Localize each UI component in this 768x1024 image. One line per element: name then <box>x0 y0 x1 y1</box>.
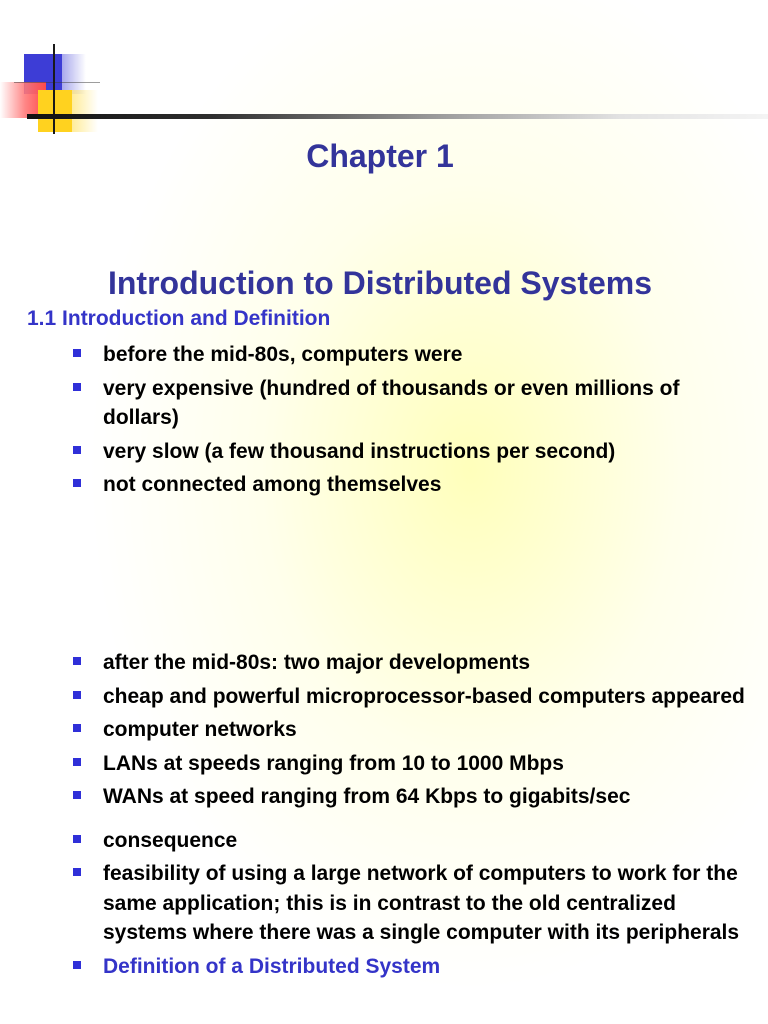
slide-logo-decoration <box>0 44 110 139</box>
bullet-square-icon <box>73 446 81 454</box>
bullet-item <box>0 859 760 948</box>
bullet-square-icon <box>73 835 81 843</box>
bullet-item <box>0 782 760 812</box>
slide-title: Introduction to Distributed Systems <box>107 265 653 301</box>
bullet-square-icon <box>73 961 81 969</box>
bullet-item <box>0 648 760 678</box>
bullet-square-icon <box>73 691 81 699</box>
bullet-item-definition <box>0 952 760 982</box>
bullet-text: before the mid-80s, computers were <box>103 343 463 366</box>
bullet-square-icon <box>73 383 81 391</box>
section-heading: 1.1 Introduction and Definition <box>27 307 331 330</box>
logo-vertical-line <box>53 44 55 134</box>
bullet-item <box>0 749 760 779</box>
bullet-item <box>0 682 760 712</box>
chapter-label: Chapter 1 <box>306 138 454 174</box>
bullet-text: very expensive (hundred of thousands or even millions of dollars) <box>103 376 680 429</box>
bullet-text: computer networks <box>103 718 297 741</box>
logo-blue-fade <box>62 54 86 94</box>
bullet-text: Definition of a Distributed System <box>103 954 441 978</box>
bullet-item <box>0 470 760 500</box>
bullet-text: WANs at speed ranging from 64 Kbps to gigabits/sec <box>103 785 631 808</box>
bullet-text: consequence <box>103 828 238 852</box>
bullet-list-before-80s <box>0 340 760 504</box>
logo-yellow-fade <box>72 90 98 132</box>
bullet-square-icon <box>73 657 81 665</box>
bullet-list-after-80s <box>0 648 760 985</box>
logo-yellow-square <box>38 90 72 132</box>
header-divider <box>27 114 768 119</box>
bullet-square-icon <box>73 868 81 876</box>
bullet-square-icon <box>73 479 81 487</box>
bullet-item <box>0 715 760 745</box>
bullet-square-icon <box>73 724 81 732</box>
bullet-item <box>0 437 760 467</box>
bullet-square-icon <box>73 791 81 799</box>
bullet-text: feasibility of using a large network of computers to work for the same application; this is in contrast to the old centralized systems where there was a single computer with its peripherals <box>103 862 740 944</box>
bullet-text: not connected among themselves <box>103 473 442 496</box>
logo-hairline <box>14 82 100 83</box>
bullet-square-icon <box>73 349 81 357</box>
bullet-text: cheap and powerful microprocessor-based computers appeared <box>103 684 745 708</box>
bullet-item <box>0 826 760 856</box>
bullet-text: LANs at speeds ranging from 10 to 1000 Mbps <box>103 751 564 775</box>
bullet-square-icon <box>73 758 81 766</box>
bullet-text: very slow (a few thousand instructions per second) <box>103 439 616 463</box>
bullet-item <box>0 340 760 370</box>
bullet-item <box>0 374 760 433</box>
bullet-text: after the mid-80s: two major developments <box>103 651 531 674</box>
